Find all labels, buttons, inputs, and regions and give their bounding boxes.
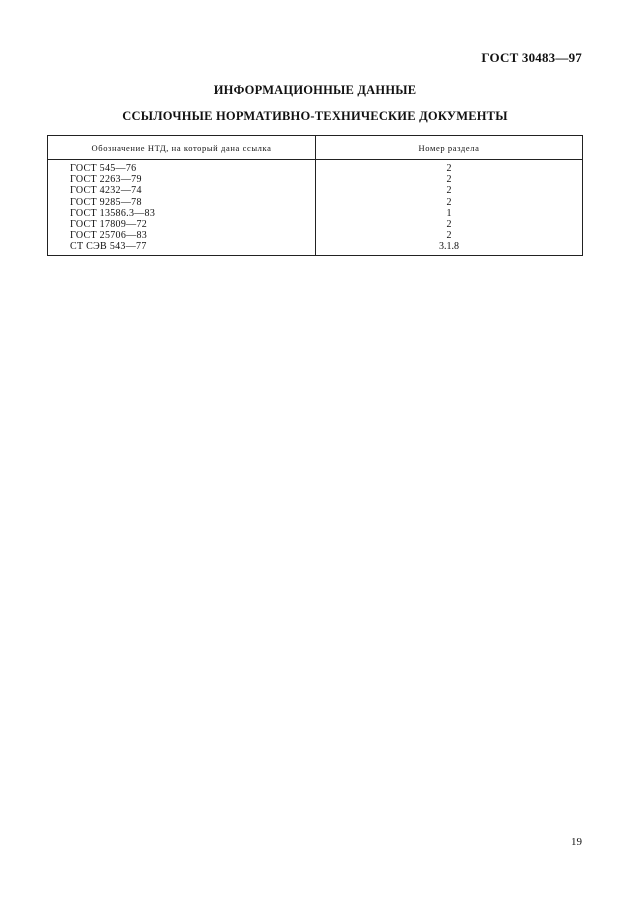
- column-header-section: Номер раздела: [316, 136, 583, 160]
- document-designation: ГОСТ 25706—83: [48, 230, 316, 241]
- document-designation: СТ СЭВ 543—77: [48, 241, 316, 255]
- section-subtitle: ССЫЛОЧНЫЕ НОРМАТИВНО-ТЕХНИЧЕСКИЕ ДОКУМЕНТЫ: [122, 109, 508, 123]
- document-designation: ГОСТ 2263—79: [48, 174, 316, 185]
- document-designation: ГОСТ 545—76: [48, 160, 316, 175]
- references-table: [47, 135, 583, 256]
- table-header-row: [48, 136, 583, 160]
- section-number: 3.1.8: [439, 241, 459, 253]
- document-designation: ГОСТ 17809—72: [48, 219, 316, 230]
- page-number: 19: [571, 836, 582, 848]
- document-code: ГОСТ 30483—97: [481, 50, 582, 65]
- document-designation: ГОСТ 9285—78: [48, 197, 316, 208]
- table-row: [48, 208, 583, 219]
- table-row: [48, 197, 583, 208]
- document-designation: ГОСТ 4232—74: [48, 185, 316, 196]
- table-row: [48, 219, 583, 230]
- section-number: 2: [446, 185, 452, 197]
- section-title: ИНФОРМАЦИОННЫЕ ДАННЫЕ: [213, 83, 417, 97]
- section-number: 2: [446, 230, 452, 242]
- table-row: [48, 185, 583, 196]
- table-row: [48, 230, 583, 241]
- table-row: [48, 174, 583, 185]
- section-number: 2: [446, 196, 452, 208]
- section-number: 2: [446, 174, 452, 186]
- section-number: 1: [446, 207, 452, 219]
- document-designation: ГОСТ 13586.3—83: [48, 208, 316, 219]
- column-header-document: Обозначение НТД, на который дана ссылка: [48, 136, 316, 160]
- section-number: 2: [446, 163, 452, 174]
- table-row: [48, 241, 583, 255]
- table-row: [48, 160, 583, 175]
- section-number: 2: [446, 219, 452, 231]
